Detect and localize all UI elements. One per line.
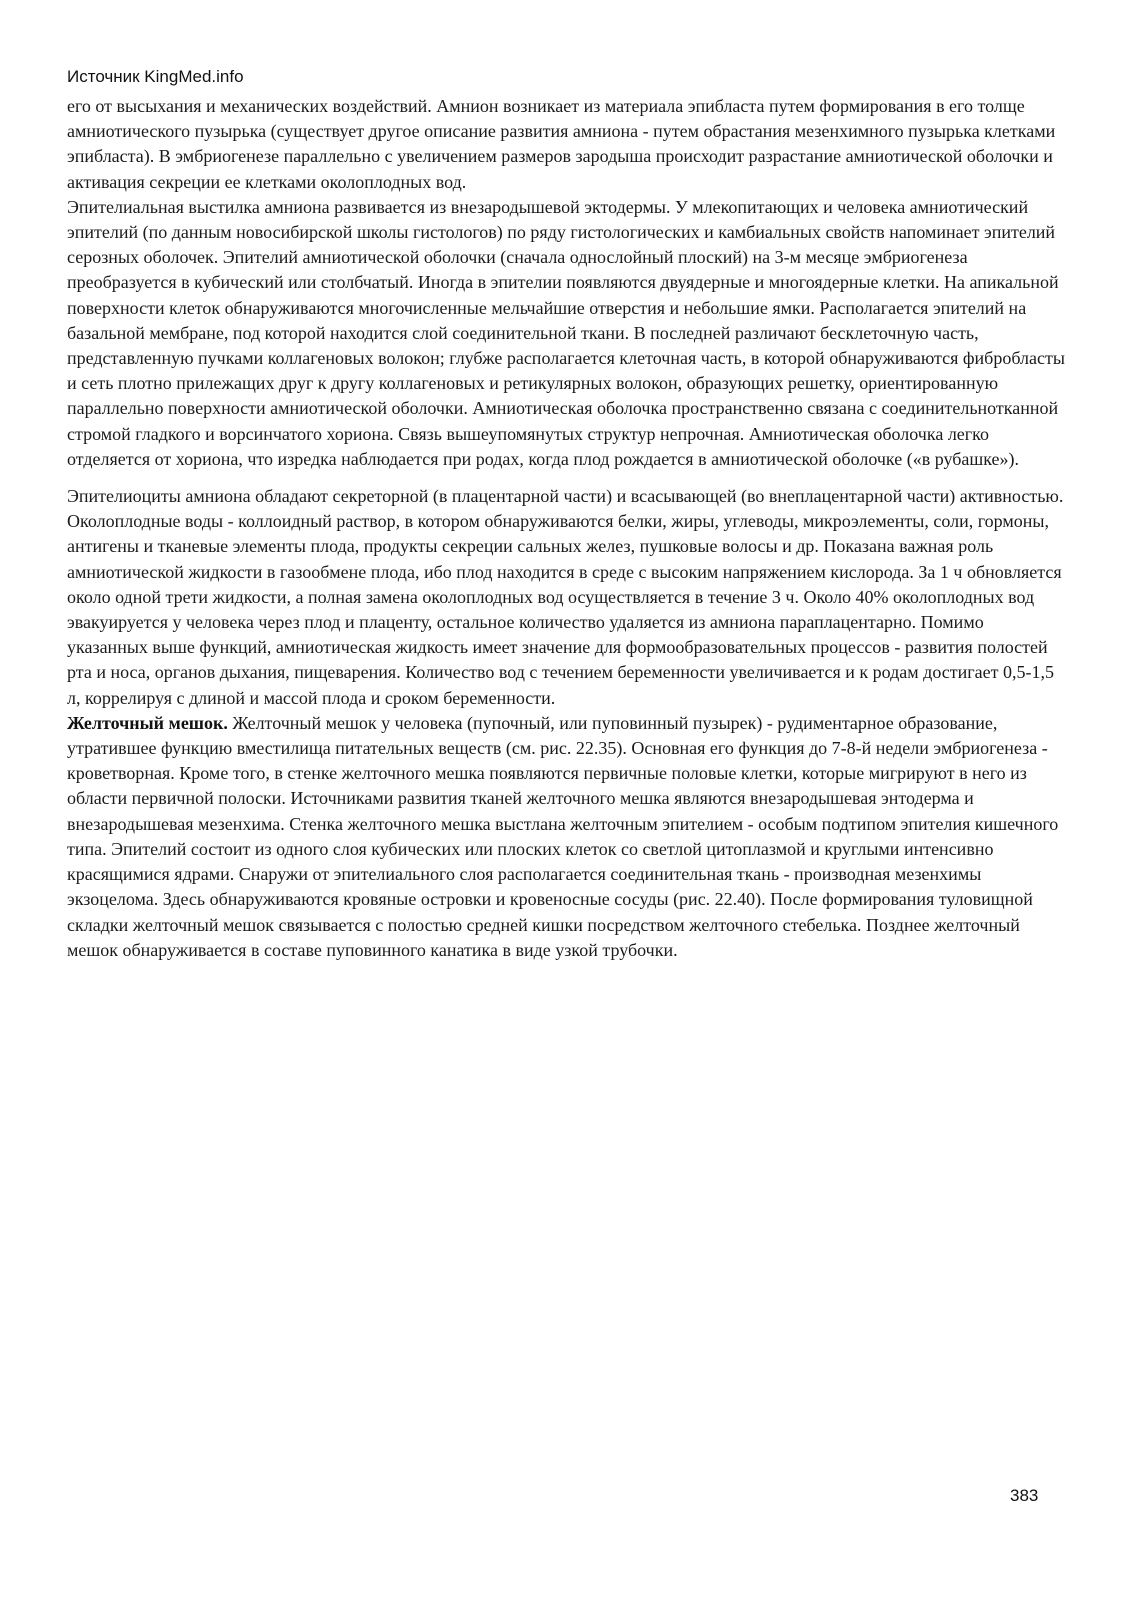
page-body: [67, 94, 1067, 963]
paragraph-amnion-epithelium: Эпителиальная выстилка амниона развивается из внезародышевой эктодермы. У млекопитающих и человека амниотический эпителий (по данным новосибирской школы гистологов) по ряду гистологических и камбиальных свойств напоминает эпителий серозных оболочек. Эпителий амниотической оболочки (сначала однослойный плоский) на 3-м месяце эмбриогенеза преобразуется в кубический или столбчатый. Иногда в эпителии появляются двуядерные и многоядерные клетки. На апикальной поверхности клеток обнаруживаются многочисленные мельчайшие отверстия и небольшие ямки. Располагается эпителий на базальной мембране, под которой находится слой соединительной ткани. В последней различают бесклеточную часть, представленную пучками коллагеновых волокон; глубже располагается клеточная часть, в которой обнаруживаются фибробласты и сеть плотно прилежащих друг к другу коллагеновых и ретикулярных волокон, образующих решетку, ориентированную параллельно поверхности амниотической оболочки. Амниотическая оболочка пространственно связана с соединительнотканной стромой гладкого и ворсинчатого хориона. Связь вышеупомянутых структур непрочная. Амниотическая оболочка легко отделяется от хориона, что изредка наблюдается при родах, когда плод рождается в амниотической оболочке («в рубашке»).: [67, 196, 1065, 469]
page-number: 383: [1010, 1486, 1039, 1505]
paragraph-amnion-origin: его от высыхания и механических воздействий. Амнион возникает из материала эпибласта путем формирования в его толще амниотического пузырька (существует другое описание развития амниона - путем обрастания мезенхимного пузырька клетками эпибласта). В эмбриогенезе параллельно с увеличением размеров зародыша происходит разрастание амниотической оболочки и активация секреции ее клетками околоплодных вод.: [67, 96, 1056, 192]
source-header: Источник KingMed.info: [67, 67, 244, 86]
section-heading-yolk-sac: Желточный мешок.: [67, 712, 228, 733]
paragraph-amniotic-fluid: Эпителиоциты амниона обладают секреторной (в плацентарной части) и всасывающей (во внеплацентарной части) активностью. Околоплодные воды - коллоидный раствор, в котором обнаруживаются белки, жиры, углеводы, микроэлементы, соли, гормоны, антигены и тканевые элементы плода, продукты секреции сальных желез, пушковые волосы и др. Показана важная роль амниотической жидкости в газообмене плода, ибо плод находится в среде с высоким напряжением кислорода. За 1 ч обновляется около одной трети жидкости, а полная замена околоплодных вод осуществляется в течение 3 ч. Около 40% околоплодных вод эвакуируется у человека через плод и плаценту, остальное количество удаляется из амниона параплацентарно. Помимо указанных выше функций, амниотическая жидкость имеет значение для формообразовательных процессов - развития полостей рта и носа, органов дыхания, пищеварения. Количество вод с течением беременности увеличивается и к родам достигает 0,5-1,5 л, коррелируя с длиной и массой плода и сроком беременности.: [67, 486, 1064, 708]
paragraph-yolk-sac: [67, 711, 1067, 963]
paragraph-yolk-sac-text: Желточный мешок у человека (пупочный, или пуповинный пузырек) - рудиментарное образование, утратившее функцию вместилища питательных веществ (см. рис. 22.35). Основная его функция до 7-8-й недели эмбриогенеза - кроветворная. Кроме того, в стенке желточного мешка появляются первичные половые клетки, которые мигрируют в него из области первичной полоски. Источниками развития тканей желточного мешка являются внезародышевая энтодерма и внезародышевая мезенхима. Стенка желточного мешка выстлана желточным эпителием - особым подтипом эпителия кишечного типа. Эпителий состоит из одного слоя кубических или плоских клеток со светлой цитоплазмой и круглыми интенсивно красящимися ядрами. Снаружи от эпителиального слоя располагается соединительная ткань - производная мезенхимы экзоцелома. Здесь обнаруживаются кровяные островки и кровеносные сосуды (рис. 22.40). После формирования туловищной складки желточный мешок связывается с полостью средней кишки посредством желточного стебелька. Позднее желточный мешок обнаруживается в составе пуповинного канатика в виде узкой трубочки.: [67, 712, 1059, 960]
